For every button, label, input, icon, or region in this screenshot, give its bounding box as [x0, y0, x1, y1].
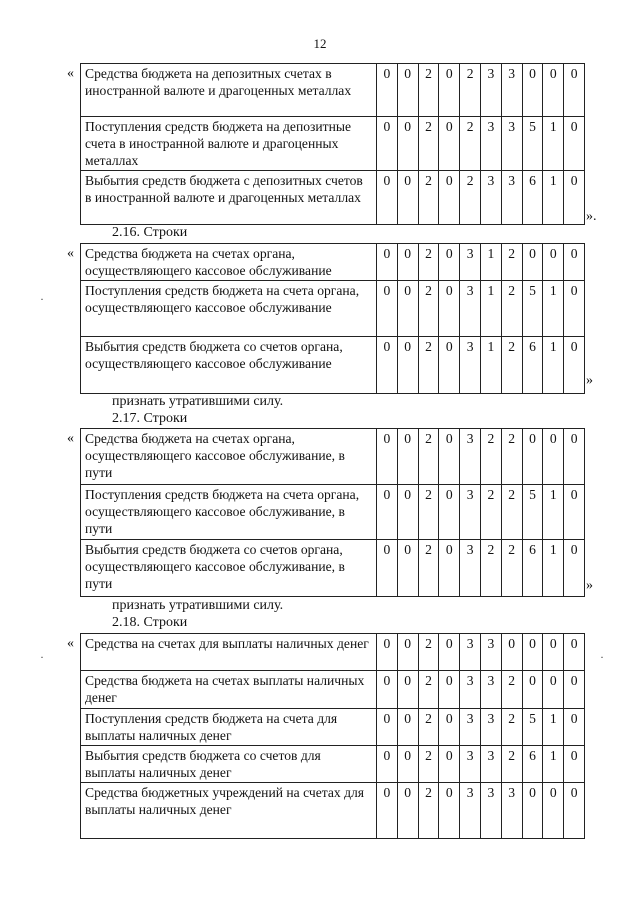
code-digit: 0	[397, 281, 418, 337]
row-label: Средства бюджета на счетах выплаты наличных денег	[81, 671, 377, 709]
code-digit: 2	[418, 746, 439, 783]
code-digit: 0	[397, 540, 418, 597]
code-digit: 0	[377, 429, 398, 485]
row-label: Средства бюджета на депозитных счетах в иностранной валюте и драгоценных металлах	[81, 64, 377, 117]
code-digit: 0	[543, 429, 564, 485]
code-digit: 0	[377, 671, 398, 709]
row-label: Поступления средств бюджета на счета органа, осуществляющего кассовое обслуживание, в пути	[81, 485, 377, 540]
code-digit: 0	[397, 485, 418, 540]
code-digit: 0	[439, 429, 460, 485]
row-label: Выбытия средств бюджета со счетов органа, осуществляющего кассовое обслуживание, в пути	[81, 540, 377, 597]
code-digit: 2	[501, 244, 522, 281]
code-digit: 0	[377, 117, 398, 171]
code-digit: 3	[480, 671, 501, 709]
code-digit: 0	[377, 634, 398, 671]
code-digit: 0	[522, 634, 543, 671]
code-digit: 2	[501, 746, 522, 783]
code-digit: 6	[522, 337, 543, 394]
opening-quote: «	[67, 66, 74, 81]
code-digit: 1	[543, 117, 564, 171]
code-digit: 5	[522, 485, 543, 540]
code-digit: 1	[480, 281, 501, 337]
code-digit: 1	[543, 540, 564, 597]
code-digit: 3	[460, 540, 481, 597]
code-digit: 3	[460, 746, 481, 783]
row-label: Средства на счетах для выплаты наличных денег	[81, 634, 377, 671]
code-digit: 0	[522, 783, 543, 839]
code-digit: 3	[460, 281, 481, 337]
section-heading: 2.17. Строки	[112, 411, 188, 426]
code-table	[80, 428, 585, 597]
table-row	[81, 746, 585, 783]
row-label: Выбытия средств бюджета со счетов для выплаты наличных денег	[81, 746, 377, 783]
code-digit: 0	[377, 540, 398, 597]
code-digit: 0	[397, 709, 418, 746]
table-row	[81, 64, 585, 117]
code-digit: 2	[418, 783, 439, 839]
code-digit: 0	[439, 634, 460, 671]
code-digit: 1	[543, 709, 564, 746]
code-digit: 0	[397, 171, 418, 225]
code-digit: 1	[480, 244, 501, 281]
code-digit: 3	[501, 171, 522, 225]
row-label: Поступления средств бюджета на депозитные счета в иностранной валюте и драгоценных металлах	[81, 117, 377, 171]
code-digit: 3	[460, 429, 481, 485]
code-digit: 3	[460, 485, 481, 540]
code-digit: 0	[439, 244, 460, 281]
code-digit: 2	[480, 485, 501, 540]
code-digit: 0	[377, 281, 398, 337]
opening-quote: «	[67, 431, 74, 446]
code-digit: 3	[460, 671, 481, 709]
code-digit: 0	[439, 281, 460, 337]
code-digit: 0	[564, 485, 585, 540]
code-digit: 3	[480, 709, 501, 746]
code-digit: 2	[418, 337, 439, 394]
code-digit: 2	[501, 540, 522, 597]
code-table	[80, 633, 585, 839]
code-digit: 3	[480, 634, 501, 671]
table-row	[81, 540, 585, 597]
table-row	[81, 485, 585, 540]
code-digit: 0	[439, 540, 460, 597]
code-digit: 0	[439, 117, 460, 171]
code-digit: 0	[377, 746, 398, 783]
code-digit: 6	[522, 746, 543, 783]
code-digit: 3	[460, 244, 481, 281]
code-digit: 0	[439, 671, 460, 709]
code-digit: 1	[543, 281, 564, 337]
code-digit: 0	[377, 485, 398, 540]
closing-quote: ».	[586, 209, 597, 224]
code-digit: 2	[480, 429, 501, 485]
code-digit: 0	[564, 171, 585, 225]
code-digit: 0	[377, 64, 398, 117]
code-digit: 1	[543, 485, 564, 540]
section-note: признать утратившими силу.	[112, 598, 284, 613]
code-digit: 0	[564, 746, 585, 783]
section-note: признать утратившими силу.	[112, 394, 284, 409]
table-row	[81, 709, 585, 746]
code-digit: 0	[439, 64, 460, 117]
code-table	[80, 63, 585, 225]
code-digit: 0	[501, 634, 522, 671]
code-digit: 2	[501, 337, 522, 394]
opening-quote: «	[67, 246, 74, 261]
scan-mark: ·	[40, 292, 44, 306]
code-digit: 0	[564, 540, 585, 597]
code-digit: 0	[564, 244, 585, 281]
code-digit: 0	[522, 671, 543, 709]
code-digit: 3	[480, 746, 501, 783]
code-digit: 2	[418, 171, 439, 225]
code-digit: 0	[397, 429, 418, 485]
code-digit: 0	[522, 64, 543, 117]
code-digit: 1	[543, 337, 564, 394]
code-digit: 0	[543, 671, 564, 709]
code-digit: 0	[397, 783, 418, 839]
code-digit: 0	[522, 429, 543, 485]
code-digit: 5	[522, 117, 543, 171]
code-digit: 0	[439, 485, 460, 540]
code-digit: 0	[564, 783, 585, 839]
row-label: Средства бюджета на счетах органа, осуществляющего кассовое обслуживание	[81, 244, 377, 281]
table-row	[81, 634, 585, 671]
code-digit: 0	[522, 244, 543, 281]
page-number: 12	[313, 36, 327, 51]
code-digit: 0	[397, 337, 418, 394]
table-row	[81, 337, 585, 394]
table-row	[81, 671, 585, 709]
code-digit: 2	[418, 64, 439, 117]
table-row	[81, 244, 585, 281]
code-digit: 2	[418, 485, 439, 540]
code-digit: 2	[418, 709, 439, 746]
code-digit: 2	[480, 540, 501, 597]
code-digit: 2	[418, 281, 439, 337]
code-digit: 0	[439, 171, 460, 225]
code-digit: 3	[480, 783, 501, 839]
code-digit: 3	[460, 634, 481, 671]
code-digit: 0	[564, 117, 585, 171]
code-digit: 0	[564, 671, 585, 709]
code-digit: 0	[543, 244, 564, 281]
code-digit: 0	[564, 709, 585, 746]
code-digit: 0	[397, 244, 418, 281]
code-digit: 0	[564, 634, 585, 671]
code-digit: 3	[501, 64, 522, 117]
code-digit: 0	[564, 337, 585, 394]
table-row	[81, 429, 585, 485]
code-digit: 0	[543, 634, 564, 671]
code-digit: 0	[439, 783, 460, 839]
code-digit: 2	[460, 171, 481, 225]
scan-mark: ·	[40, 650, 44, 664]
table-row	[81, 281, 585, 337]
code-digit: 1	[543, 746, 564, 783]
code-digit: 1	[480, 337, 501, 394]
code-digit: 3	[501, 783, 522, 839]
code-digit: 2	[418, 429, 439, 485]
code-digit: 2	[418, 117, 439, 171]
code-digit: 3	[480, 117, 501, 171]
code-digit: 2	[501, 709, 522, 746]
code-digit: 0	[439, 746, 460, 783]
code-digit: 3	[480, 171, 501, 225]
code-digit: 5	[522, 709, 543, 746]
row-label: Выбытия средств бюджета со счетов органа, осуществляющего кассовое обслуживание	[81, 337, 377, 394]
code-digit: 2	[418, 671, 439, 709]
code-digit: 0	[439, 709, 460, 746]
code-digit: 0	[377, 783, 398, 839]
table-row	[81, 117, 585, 171]
code-digit: 0	[543, 64, 564, 117]
code-digit: 3	[480, 64, 501, 117]
code-digit: 6	[522, 540, 543, 597]
code-digit: 2	[501, 429, 522, 485]
code-digit: 0	[439, 337, 460, 394]
code-table	[80, 243, 585, 394]
code-digit: 2	[418, 244, 439, 281]
code-digit: 2	[501, 485, 522, 540]
code-digit: 3	[460, 337, 481, 394]
section-heading: 2.16. Строки	[112, 225, 188, 240]
code-digit: 1	[543, 171, 564, 225]
opening-quote: «	[67, 636, 74, 651]
code-digit: 0	[397, 117, 418, 171]
code-digit: 2	[460, 64, 481, 117]
code-digit: 3	[501, 117, 522, 171]
row-label: Выбытия средств бюджета с депозитных счетов в иностранной валюте и драгоценных металлах	[81, 171, 377, 225]
code-digit: 5	[522, 281, 543, 337]
code-digit: 2	[418, 540, 439, 597]
code-digit: 0	[397, 746, 418, 783]
code-digit: 0	[397, 634, 418, 671]
code-digit: 0	[564, 281, 585, 337]
row-label: Поступления средств бюджета на счета органа, осуществляющего кассовое обслуживание	[81, 281, 377, 337]
code-digit: 0	[543, 783, 564, 839]
section-heading: 2.18. Строки	[112, 615, 188, 630]
code-digit: 0	[377, 171, 398, 225]
row-label: Поступления средств бюджета на счета для выплаты наличных денег	[81, 709, 377, 746]
code-digit: 0	[397, 64, 418, 117]
code-digit: 3	[460, 709, 481, 746]
code-digit: 2	[460, 117, 481, 171]
scan-mark: ·	[600, 650, 604, 664]
closing-quote: »	[586, 578, 593, 593]
code-digit: 0	[377, 709, 398, 746]
code-digit: 0	[377, 337, 398, 394]
code-digit: 0	[397, 671, 418, 709]
code-digit: 0	[377, 244, 398, 281]
code-digit: 0	[564, 429, 585, 485]
code-digit: 6	[522, 171, 543, 225]
code-digit: 2	[501, 281, 522, 337]
table-row	[81, 171, 585, 225]
code-digit: 2	[418, 634, 439, 671]
code-digit: 2	[501, 671, 522, 709]
table-row	[81, 783, 585, 839]
row-label: Средства бюджета на счетах органа, осуществляющего кассовое обслуживание, в пути	[81, 429, 377, 485]
code-digit: 3	[460, 783, 481, 839]
row-label: Средства бюджетных учреждений на счетах для выплаты наличных денег	[81, 783, 377, 839]
closing-quote: »	[586, 373, 593, 388]
code-digit: 0	[564, 64, 585, 117]
